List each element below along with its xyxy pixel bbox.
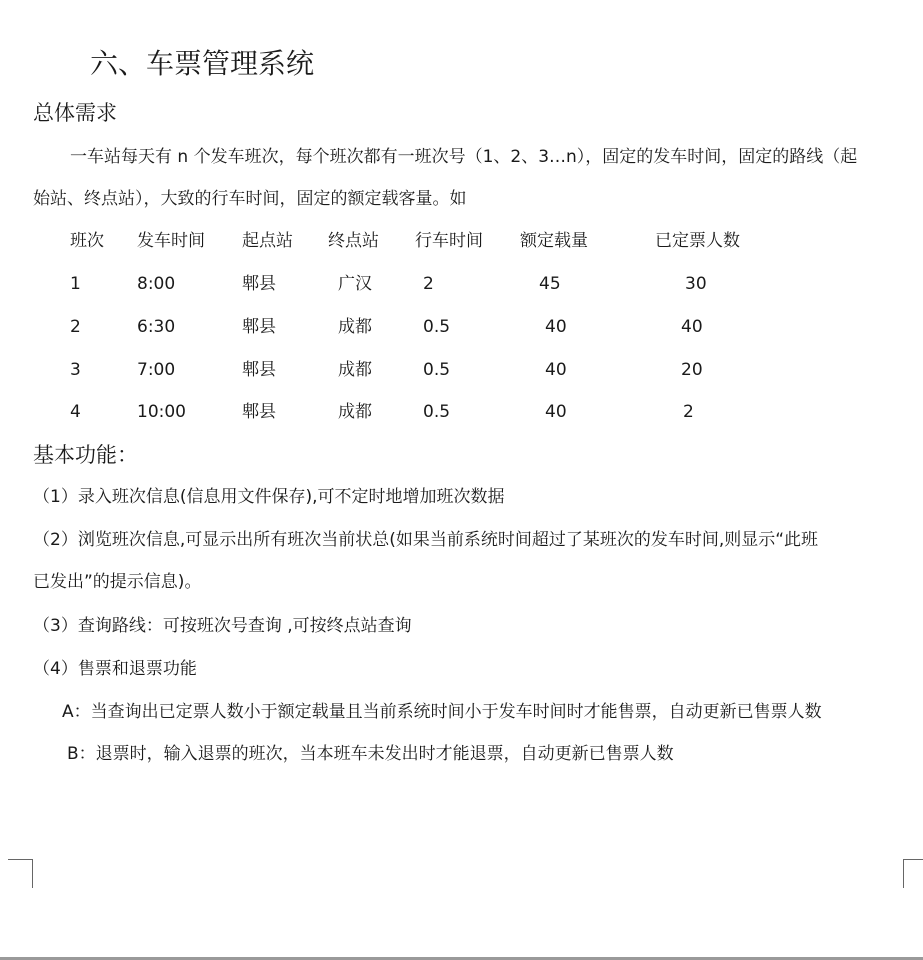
row-4-travel-time: 0.5 [423, 402, 451, 422]
row-2-shift: 2 [70, 317, 81, 337]
row-1-origin: 郫县 [242, 274, 276, 294]
row-3-travel-time: 0.5 [423, 360, 451, 380]
row-1-destination: 广汉 [338, 274, 372, 294]
page-corner-mark-right [903, 859, 923, 888]
row-3-destination: 成都 [338, 360, 372, 380]
header-destination: 终点站 [328, 231, 379, 251]
row-1-rated-capacity: 45 [539, 274, 561, 294]
document-title: 六、车票管理系统 [90, 47, 315, 80]
row-3-origin: 郫县 [242, 360, 276, 380]
row-1-booked-count: 30 [685, 274, 707, 294]
row-3-rated-capacity: 40 [545, 360, 567, 380]
row-1-departure-time: 8:00 [137, 274, 176, 294]
row-4-origin: 郫县 [242, 402, 276, 422]
row-2-destination: 成都 [338, 317, 372, 337]
row-3-shift: 3 [70, 360, 81, 380]
function-item-a: A：当查询出已定票人数小于额定载量且当前系统时间小于发车时间时才能售票，自动更新已售票人数 [62, 702, 822, 722]
row-1-travel-time: 2 [423, 274, 434, 294]
header-origin: 起点站 [242, 231, 293, 251]
header-departure-time: 发车时间 [137, 231, 205, 251]
overall-requirements-line-2: 始站、终点站），大致的行车时间，固定的额定载客量。如 [33, 189, 467, 209]
row-2-booked-count: 40 [681, 317, 703, 337]
row-4-destination: 成都 [338, 402, 372, 422]
header-booked-count: 已定票人数 [655, 231, 740, 251]
row-4-shift: 4 [70, 402, 81, 422]
row-1-shift: 1 [70, 274, 81, 294]
header-rated-capacity: 额定载量 [520, 231, 588, 251]
row-2-origin: 郫县 [242, 317, 276, 337]
function-item-b: B：退票时，输入退票的班次，当本班车未发出时才能退票，自动更新已售票人数 [67, 744, 674, 764]
page-corner-mark-left [8, 859, 33, 888]
row-2-departure-time: 6:30 [137, 317, 176, 337]
row-4-booked-count: 2 [683, 402, 694, 422]
row-4-departure-time: 10:00 [137, 402, 186, 422]
row-2-travel-time: 0.5 [423, 317, 451, 337]
row-3-departure-time: 7:00 [137, 360, 176, 380]
row-2-rated-capacity: 40 [545, 317, 567, 337]
row-3-booked-count: 20 [681, 360, 703, 380]
row-4-rated-capacity: 40 [545, 402, 567, 422]
function-item-1: （1）录入班次信息(信息用文件保存),可不定时地增加班次数据 [33, 487, 505, 507]
basic-functions-heading: 基本功能： [33, 443, 138, 467]
function-item-2-line-1: （2）浏览班次信息,可显示出所有班次当前状总(如果当前系统时间超过了某班次的发车时间,则显示“此班 [33, 530, 819, 550]
function-item-3: （3）查询路线：可按班次号查询 ,可按终点站查询 [33, 616, 412, 636]
header-shift: 班次 [70, 231, 104, 251]
function-item-2-line-2: 已发出”的提示信息)。 [33, 572, 202, 592]
function-item-4: （4）售票和退票功能 [33, 659, 197, 679]
overall-requirements-heading: 总体需求 [33, 101, 117, 125]
header-travel-time: 行车时间 [415, 231, 483, 251]
overall-requirements-line-1: 一车站每天有 n 个发车班次，每个班次都有一班次号（1、2、3…n），固定的发车时间，固定的路线（起 [70, 147, 858, 167]
